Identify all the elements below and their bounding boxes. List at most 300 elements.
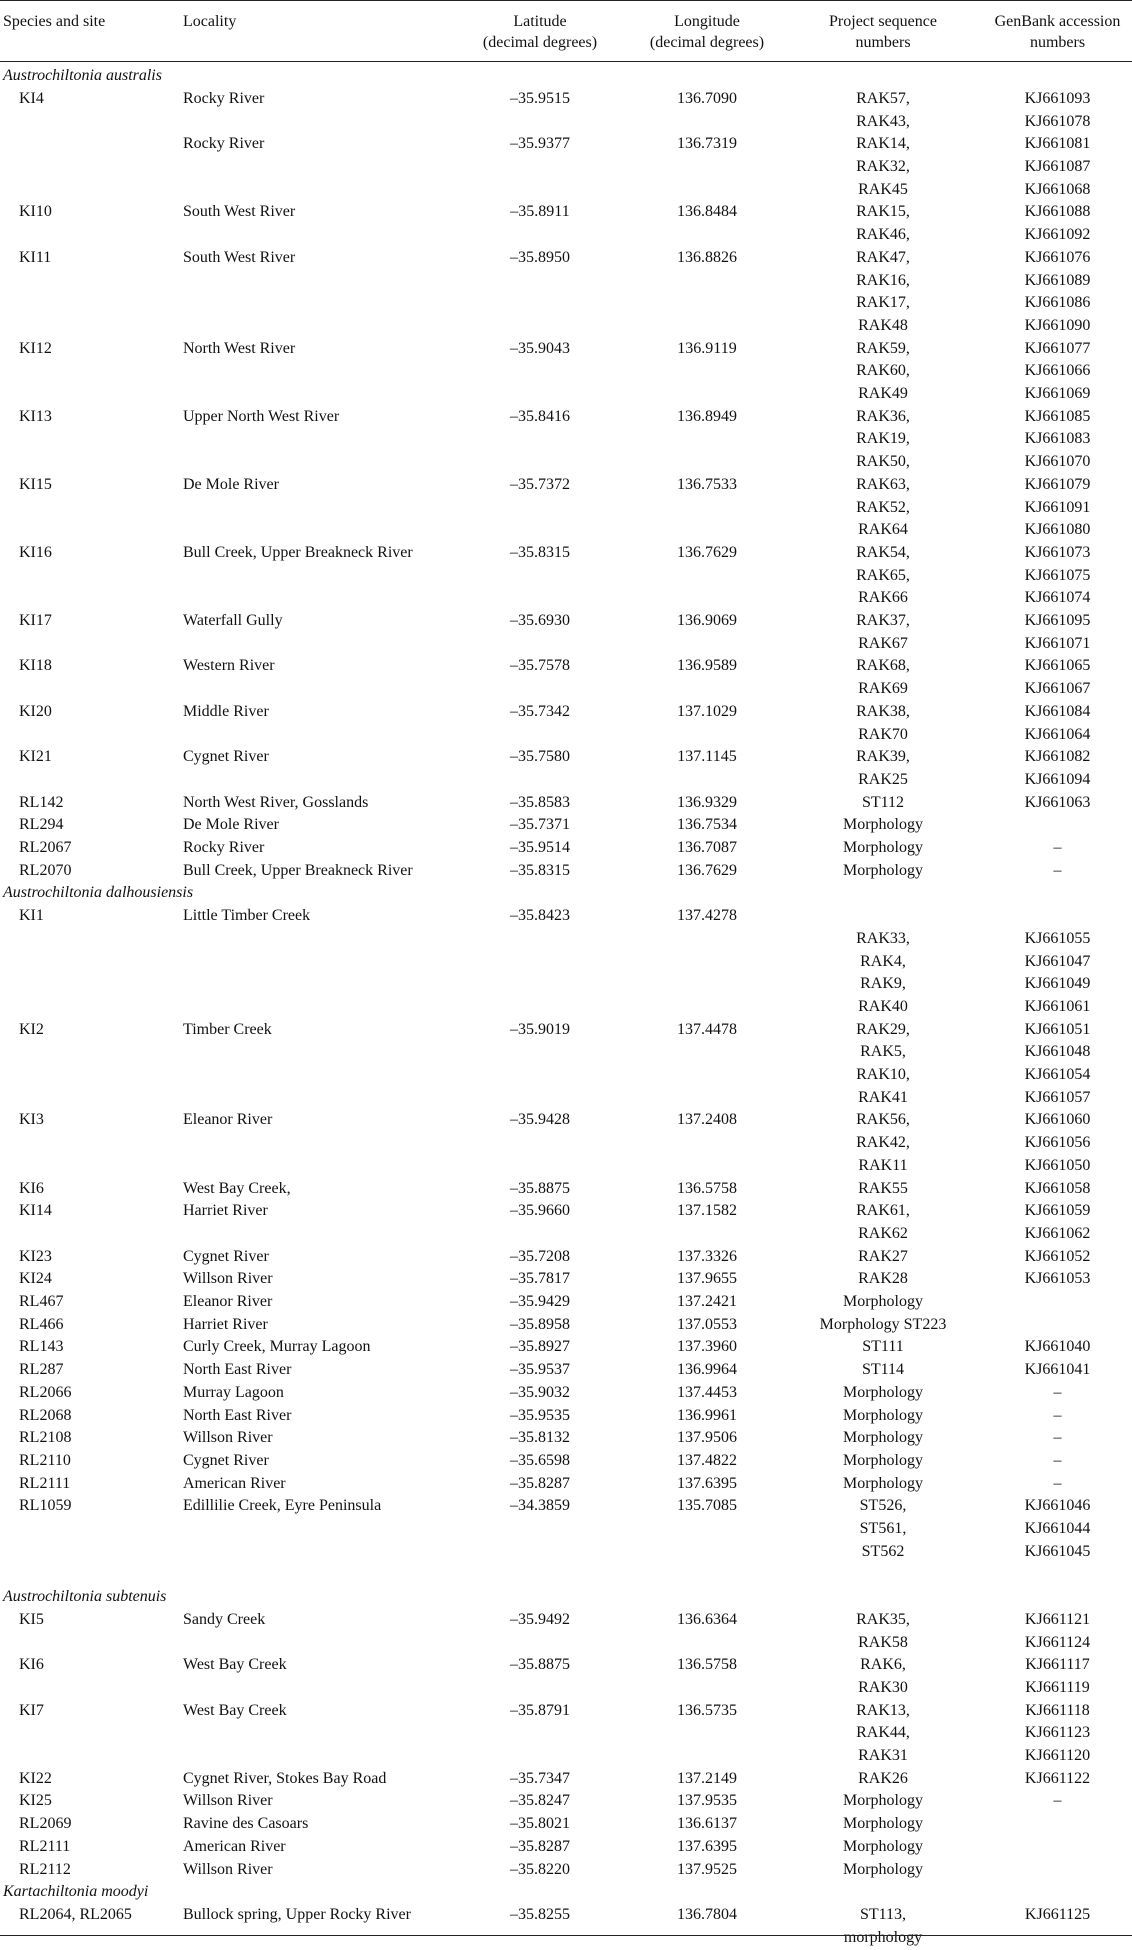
genbank-accession-cell: KJ661066 (1024, 362, 1091, 380)
project-number-cell: RAK52, (856, 498, 910, 516)
site-cell: RL294 (19, 816, 64, 834)
genbank-accession-cell: KJ661085 (1024, 407, 1091, 425)
project-number-cell: Morphology (843, 1383, 923, 1401)
project-number-cell: RAK57, (856, 89, 910, 107)
genbank-accession-cell: KJ661083 (1024, 430, 1091, 448)
genbank-accession-cell: – (1053, 1383, 1062, 1401)
project-number-cell: ST114 (861, 1361, 905, 1379)
project-number-cell: Morphology (843, 1837, 923, 1855)
longitude-cell: 136.9119 (677, 339, 737, 357)
site-cell: KI16 (19, 543, 52, 561)
genbank-accession-cell: KJ661090 (1024, 316, 1091, 334)
longitude-cell: 137.4478 (677, 1020, 737, 1038)
latitude-cell: –35.8315 (510, 861, 570, 879)
genbank-accession-cell: KJ661057 (1024, 1088, 1091, 1106)
latitude-cell: –35.9429 (510, 1293, 570, 1310)
project-number-cell: RAK13, (856, 1701, 910, 1719)
table-row (0, 1563, 1132, 1586)
table-row (0, 1087, 1132, 1110)
genbank-accession-cell: KJ661076 (1024, 248, 1091, 266)
latitude-cell: –35.6930 (510, 612, 570, 629)
site-cell: KI3 (19, 1111, 44, 1129)
longitude-cell: 136.9961 (677, 1406, 737, 1424)
table-row (0, 1359, 1132, 1382)
longitude-cell: 136.9069 (677, 612, 737, 629)
longitude-cell: 137.9506 (677, 1429, 737, 1447)
latitude-cell: –35.7342 (510, 702, 570, 720)
locality-cell: Cygnet River, Stokes Bay Road (183, 1769, 387, 1787)
site-cell: RL2070 (19, 861, 72, 879)
genbank-accession-cell: KJ661065 (1024, 657, 1091, 675)
table-row (0, 519, 1132, 542)
species-name: Austrochiltonia dalhousiensis (3, 884, 194, 902)
header-project-numbers (800, 11, 966, 53)
table-row (0, 996, 1132, 1019)
site-cell: KI24 (19, 1270, 52, 1288)
longitude-cell: 136.7629 (677, 861, 737, 879)
site-cell: RL2112 (19, 1860, 71, 1878)
latitude-cell: –35.8287 (510, 1837, 570, 1855)
table-row (0, 610, 1132, 633)
latitude-cell: –35.7347 (510, 1769, 570, 1787)
project-number-cell: RAK62 (858, 1224, 908, 1242)
header-latitude-line1: Latitude (513, 13, 567, 30)
locality-cell: Bull Creek, Upper Breakneck River (183, 543, 413, 561)
latitude-cell: –35.8791 (510, 1701, 570, 1719)
table-row (0, 655, 1132, 678)
table-row (0, 88, 1132, 111)
locality-cell: Sandy Creek (183, 1610, 266, 1628)
genbank-accession-cell: KJ661056 (1024, 1134, 1091, 1152)
genbank-accession-cell: KJ661125 (1024, 1905, 1091, 1923)
table-row (0, 315, 1132, 338)
site-cell: RL2111 (19, 1837, 71, 1855)
longitude-cell: 136.9964 (677, 1361, 737, 1379)
latitude-cell: –35.8950 (510, 248, 570, 266)
genbank-accession-cell: KJ661068 (1024, 180, 1091, 198)
locality-cell: South West River (183, 203, 296, 221)
longitude-cell: 137.6395 (677, 1474, 737, 1492)
site-cell: KI17 (19, 612, 52, 629)
project-number-cell: RAK14, (856, 135, 910, 153)
project-number-cell: RAK9, (860, 975, 906, 993)
project-number-cell: RAK58 (858, 1633, 908, 1651)
locality-cell: Upper North West River (183, 407, 340, 425)
genbank-accession-cell: KJ661045 (1024, 1542, 1091, 1560)
project-number-cell: RAK49 (858, 385, 908, 402)
table-row (0, 1223, 1132, 1246)
table-row (0, 201, 1132, 224)
site-cell: KI15 (19, 475, 52, 493)
project-number-cell: Morphology ST223 (819, 1315, 947, 1333)
longitude-cell: 136.8484 (677, 203, 737, 221)
project-number-cell: Morphology (843, 1792, 923, 1810)
genbank-accession-cell: – (1053, 1429, 1062, 1447)
species-heading-row (0, 1881, 1132, 1904)
genbank-accession-cell: KJ661063 (1024, 793, 1091, 811)
site-cell: KI2 (19, 1020, 44, 1038)
table-row (0, 474, 1132, 497)
site-cell: KI13 (19, 407, 52, 425)
header-project-line1: Project sequence (829, 13, 937, 30)
table-row (0, 497, 1132, 520)
longitude-cell: 137.9525 (677, 1860, 737, 1878)
locality-cell: North East River (183, 1406, 292, 1424)
table-row (0, 1677, 1132, 1700)
table-row (0, 1268, 1132, 1291)
locality-cell: Cygnet River (183, 748, 269, 766)
genbank-accession-cell: KJ661093 (1024, 89, 1091, 107)
project-number-cell: RAK46, (856, 226, 910, 244)
header-genbank-line1: GenBank accession (994, 13, 1121, 30)
longitude-cell: 136.6137 (677, 1815, 737, 1833)
table-row (0, 1927, 1132, 1950)
site-cell: RL2068 (19, 1406, 72, 1424)
genbank-accession-cell: KJ661084 (1024, 702, 1091, 720)
table-row (0, 406, 1132, 429)
genbank-accession-cell: KJ661061 (1024, 997, 1091, 1015)
site-cell: KI7 (19, 1701, 44, 1719)
longitude-cell: 136.7804 (677, 1905, 737, 1923)
locality-cell: Willson River (183, 1429, 273, 1447)
latitude-cell: –35.8287 (510, 1474, 570, 1492)
site-cell: RL2108 (19, 1429, 72, 1447)
species-heading-row (0, 65, 1132, 88)
genbank-accession-cell: KJ661059 (1024, 1202, 1091, 1220)
project-number-cell: ST562 (861, 1542, 905, 1560)
latitude-cell: –35.9043 (510, 339, 570, 357)
project-number-cell: RAK60, (856, 362, 910, 380)
longitude-cell: 136.7087 (677, 839, 737, 856)
genbank-accession-cell: KJ661046 (1024, 1497, 1091, 1515)
site-cell: KI1 (19, 907, 44, 925)
table-row (0, 928, 1132, 951)
genbank-accession-cell: KJ661079 (1024, 475, 1091, 493)
table-row (0, 1768, 1132, 1791)
species-heading-row (0, 1586, 1132, 1609)
longitude-cell: 136.5758 (677, 1656, 737, 1674)
locality-cell: West Bay Creek (183, 1701, 287, 1719)
project-number-cell: RAK41 (858, 1088, 908, 1106)
latitude-cell: –35.7578 (510, 657, 570, 675)
longitude-cell: 137.3326 (677, 1247, 737, 1265)
locality-cell: West Bay Creek (183, 1656, 287, 1674)
project-number-cell: RAK68, (856, 657, 910, 675)
genbank-accession-cell: KJ661123 (1024, 1724, 1091, 1742)
genbank-accession-cell: KJ661071 (1024, 634, 1091, 652)
site-cell: KI6 (19, 1656, 44, 1674)
locality-cell: Eleanor River (183, 1111, 273, 1129)
project-number-cell: RAK31 (858, 1747, 908, 1764)
site-cell: KI25 (19, 1792, 52, 1810)
project-number-cell: RAK69 (858, 680, 908, 698)
table-row (0, 428, 1132, 451)
site-cell: KI14 (19, 1202, 52, 1220)
latitude-cell: –35.7817 (510, 1270, 570, 1288)
longitude-cell: 137.1029 (677, 702, 737, 720)
genbank-accession-cell: KJ661077 (1024, 339, 1091, 357)
locality-cell: Middle River (183, 702, 269, 720)
table-row (0, 1518, 1132, 1541)
species-name: Kartachiltonia moodyi (3, 1883, 149, 1901)
genbank-accession-cell: KJ661124 (1024, 1633, 1091, 1651)
locality-cell: American River (183, 1474, 286, 1492)
project-number-cell: Morphology (843, 861, 923, 879)
genbank-accession-cell: KJ661086 (1024, 294, 1091, 312)
project-number-cell: RAK4, (860, 952, 906, 970)
project-number-cell: RAK36, (856, 407, 910, 425)
table-row (0, 1859, 1132, 1882)
locality-cell: Bullock spring, Upper Rocky River (183, 1905, 411, 1923)
longitude-cell: 137.0553 (677, 1315, 737, 1333)
genbank-accession-cell: KJ661055 (1024, 929, 1091, 947)
table-header (0, 0, 1132, 62)
project-number-cell: RAK64 (858, 521, 908, 539)
table-row (0, 1109, 1132, 1132)
project-number-cell: Morphology (843, 839, 923, 856)
project-number-cell: RAK27 (858, 1247, 908, 1265)
project-number-cell: RAK43, (856, 112, 910, 130)
genbank-accession-cell: KJ661088 (1024, 203, 1091, 221)
table-row (0, 156, 1132, 179)
project-number-cell: RAK15, (856, 203, 910, 221)
latitude-cell: –35.9514 (510, 839, 570, 856)
table-row (0, 1405, 1132, 1428)
table-row (0, 724, 1132, 747)
locality-cell: South West River (183, 248, 296, 266)
longitude-cell: 136.5735 (677, 1701, 737, 1719)
longitude-cell: 136.6364 (677, 1610, 737, 1628)
table-row (0, 1041, 1132, 1064)
project-number-cell: Morphology (843, 1429, 923, 1447)
table-row (0, 1495, 1132, 1518)
latitude-cell: –35.8220 (510, 1860, 570, 1878)
species-heading-row (0, 882, 1132, 905)
latitude-cell: –34.3859 (510, 1497, 570, 1515)
table-row (0, 814, 1132, 837)
table-row (0, 973, 1132, 996)
longitude-cell: 136.7533 (677, 475, 737, 493)
project-number-cell: RAK40 (858, 997, 908, 1015)
project-number-cell: Morphology (843, 1860, 923, 1878)
table-row (0, 360, 1132, 383)
project-number-cell: RAK39, (856, 748, 910, 766)
header-longitude-line1: Longitude (674, 13, 740, 30)
project-number-cell: RAK54, (856, 543, 910, 561)
table-bottom-rule (0, 1935, 1132, 1936)
locality-cell: West Bay Creek, (183, 1179, 291, 1197)
table-row (0, 224, 1132, 247)
project-number-cell: ST112 (861, 793, 905, 811)
project-number-cell: RAK42, (856, 1134, 910, 1152)
locality-cell: Timber Creek (183, 1020, 272, 1038)
table-row (0, 1314, 1132, 1337)
genbank-accession-cell: KJ661078 (1024, 112, 1091, 130)
table-row (0, 338, 1132, 361)
table-row (0, 542, 1132, 565)
genbank-accession-cell: KJ661067 (1024, 680, 1091, 698)
latitude-cell: –35.9492 (510, 1610, 570, 1628)
genbank-accession-cell: KJ661054 (1024, 1066, 1091, 1083)
project-number-cell: RAK29, (856, 1020, 910, 1038)
longitude-cell: 137.4453 (677, 1383, 737, 1401)
site-cell: KI10 (19, 203, 52, 221)
locality-cell: American River (183, 1837, 286, 1855)
locality-cell: Western River (183, 657, 275, 675)
project-number-cell: Morphology (843, 1406, 923, 1424)
header-latitude (470, 11, 610, 53)
project-number-cell: RAK45 (858, 180, 908, 198)
genbank-accession-cell: KJ661080 (1024, 521, 1091, 539)
project-number-cell: ST113, (859, 1905, 907, 1923)
latitude-cell: –35.7371 (510, 816, 570, 834)
latitude-cell: –35.9428 (510, 1111, 570, 1129)
locality-cell: Curly Creek, Murray Lagoon (183, 1338, 371, 1356)
longitude-cell: 136.7534 (677, 816, 737, 834)
genbank-accession-cell: KJ661062 (1024, 1224, 1091, 1242)
site-cell: RL2111 (19, 1474, 71, 1492)
genbank-accession-cell: KJ661089 (1024, 271, 1091, 289)
locality-cell: Eleanor River (183, 1293, 273, 1310)
table-row (0, 1836, 1132, 1859)
longitude-cell: 135.7085 (677, 1497, 737, 1515)
latitude-cell: –35.9515 (510, 89, 570, 107)
locality-cell: Willson River (183, 1270, 273, 1288)
locality-cell: Rocky River (183, 839, 265, 856)
latitude-cell: –35.7208 (510, 1247, 570, 1265)
project-number-cell: RAK63, (856, 475, 910, 493)
locality-cell: Harriet River (183, 1202, 268, 1220)
header-longitude-line2: (decimal degrees) (649, 34, 765, 51)
longitude-cell: 137.1145 (677, 748, 737, 766)
table-row (0, 633, 1132, 656)
genbank-accession-cell: KJ661064 (1024, 725, 1091, 743)
project-number-cell: RAK61, (856, 1202, 910, 1220)
species-name: Austrochiltonia subtenuis (3, 1588, 167, 1606)
latitude-cell: –35.8315 (510, 543, 570, 561)
genbank-accession-cell: KJ661041 (1024, 1361, 1091, 1379)
genbank-accession-cell: KJ661121 (1024, 1610, 1091, 1628)
genbank-accession-cell: KJ661095 (1024, 612, 1091, 629)
header-genbank-line2: numbers (1029, 34, 1086, 51)
genbank-accession-cell: – (1053, 1451, 1062, 1469)
table-row (0, 179, 1132, 202)
genbank-accession-cell: KJ661117 (1025, 1656, 1090, 1674)
table-row (0, 1450, 1132, 1473)
site-cell: KI12 (19, 339, 52, 357)
project-number-cell: RAK17, (856, 294, 910, 312)
project-number-cell: RAK6, (860, 1656, 906, 1674)
project-number-cell: RAK55 (858, 1179, 908, 1197)
longitude-cell: 137.4278 (677, 907, 737, 925)
latitude-cell: –35.9019 (510, 1020, 570, 1038)
project-number-cell: RAK19, (856, 430, 910, 448)
table-row (0, 769, 1132, 792)
table-row (0, 1246, 1132, 1269)
header-latitude-line2: (decimal degrees) (482, 34, 598, 51)
table-row (0, 587, 1132, 610)
project-number-cell: RAK50, (856, 453, 910, 471)
site-cell: RL2067 (19, 839, 72, 856)
latitude-cell: –35.9535 (510, 1406, 570, 1424)
project-number-cell: ST561, (859, 1520, 907, 1537)
longitude-cell: 136.7090 (677, 89, 737, 107)
project-number-cell: RAK44, (856, 1724, 910, 1742)
project-number-cell: RAK16, (856, 271, 910, 289)
project-number-cell: Morphology (843, 1293, 923, 1310)
longitude-cell: 137.1582 (677, 1202, 737, 1220)
locality-cell: Willson River (183, 1860, 273, 1878)
genbank-accession-cell: KJ661053 (1024, 1270, 1091, 1288)
table-row (0, 292, 1132, 315)
site-cell: KI20 (19, 702, 52, 720)
table-row (0, 1609, 1132, 1632)
genbank-accession-cell: – (1053, 1792, 1062, 1810)
table-row (0, 1155, 1132, 1178)
project-number-cell: RAK56, (856, 1111, 910, 1129)
longitude-cell: 137.9655 (677, 1270, 737, 1288)
site-cell: RL1059 (19, 1497, 72, 1515)
longitude-cell: 136.8949 (677, 407, 737, 425)
site-cell: KI5 (19, 1610, 44, 1628)
locality-cell: North West River, Gosslands (183, 793, 369, 811)
genbank-accession-cell: KJ661087 (1024, 158, 1091, 175)
table-row (0, 111, 1132, 134)
genbank-accession-cell: KJ661058 (1024, 1179, 1091, 1197)
header-species-site-label: Species and site (3, 13, 106, 30)
genbank-accession-cell: KJ661118 (1025, 1701, 1090, 1719)
locality-cell: Edillilie Creek, Eyre Peninsula (183, 1497, 382, 1515)
latitude-cell: –35.8875 (510, 1656, 570, 1674)
latitude-cell: –35.8416 (510, 407, 570, 425)
site-cell: KI22 (19, 1769, 52, 1787)
longitude-cell: 136.5758 (677, 1179, 737, 1197)
table-row (0, 1654, 1132, 1677)
locality-cell: Little Timber Creek (183, 907, 311, 925)
genbank-accession-cell: KJ661120 (1024, 1747, 1091, 1764)
table-row (0, 746, 1132, 769)
header-locality-label: Locality (183, 13, 237, 30)
genbank-accession-cell: KJ661048 (1024, 1043, 1091, 1061)
site-cell: KI11 (19, 248, 52, 266)
table-row (0, 1291, 1132, 1314)
project-number-cell: RAK25 (858, 770, 908, 788)
longitude-cell: 136.9329 (677, 793, 737, 811)
genbank-accession-cell: – (1053, 1406, 1062, 1424)
table-row (0, 1200, 1132, 1223)
longitude-cell: 136.7629 (677, 543, 737, 561)
project-number-cell: RAK66 (858, 589, 908, 607)
genbank-accession-cell: KJ661060 (1024, 1111, 1091, 1129)
project-number-cell: RAK48 (858, 316, 908, 334)
table-row (0, 678, 1132, 701)
header-species-site (3, 11, 105, 32)
project-number-cell: RAK38, (856, 702, 910, 720)
latitude-cell: –35.8875 (510, 1179, 570, 1197)
project-number-cell: RAK5, (860, 1043, 906, 1061)
table-row (0, 1178, 1132, 1201)
table-row (0, 792, 1132, 815)
genbank-accession-cell: KJ661044 (1024, 1520, 1091, 1537)
header-project-line2: numbers (855, 34, 911, 51)
project-number-cell: RAK67 (858, 634, 908, 652)
locality-cell: North West River (183, 339, 296, 357)
latitude-cell: –35.9377 (510, 135, 570, 153)
site-cell: RL142 (19, 793, 64, 811)
table-row (0, 1473, 1132, 1496)
locality-cell: Rocky River (183, 89, 265, 107)
longitude-cell: 137.4822 (677, 1451, 737, 1469)
